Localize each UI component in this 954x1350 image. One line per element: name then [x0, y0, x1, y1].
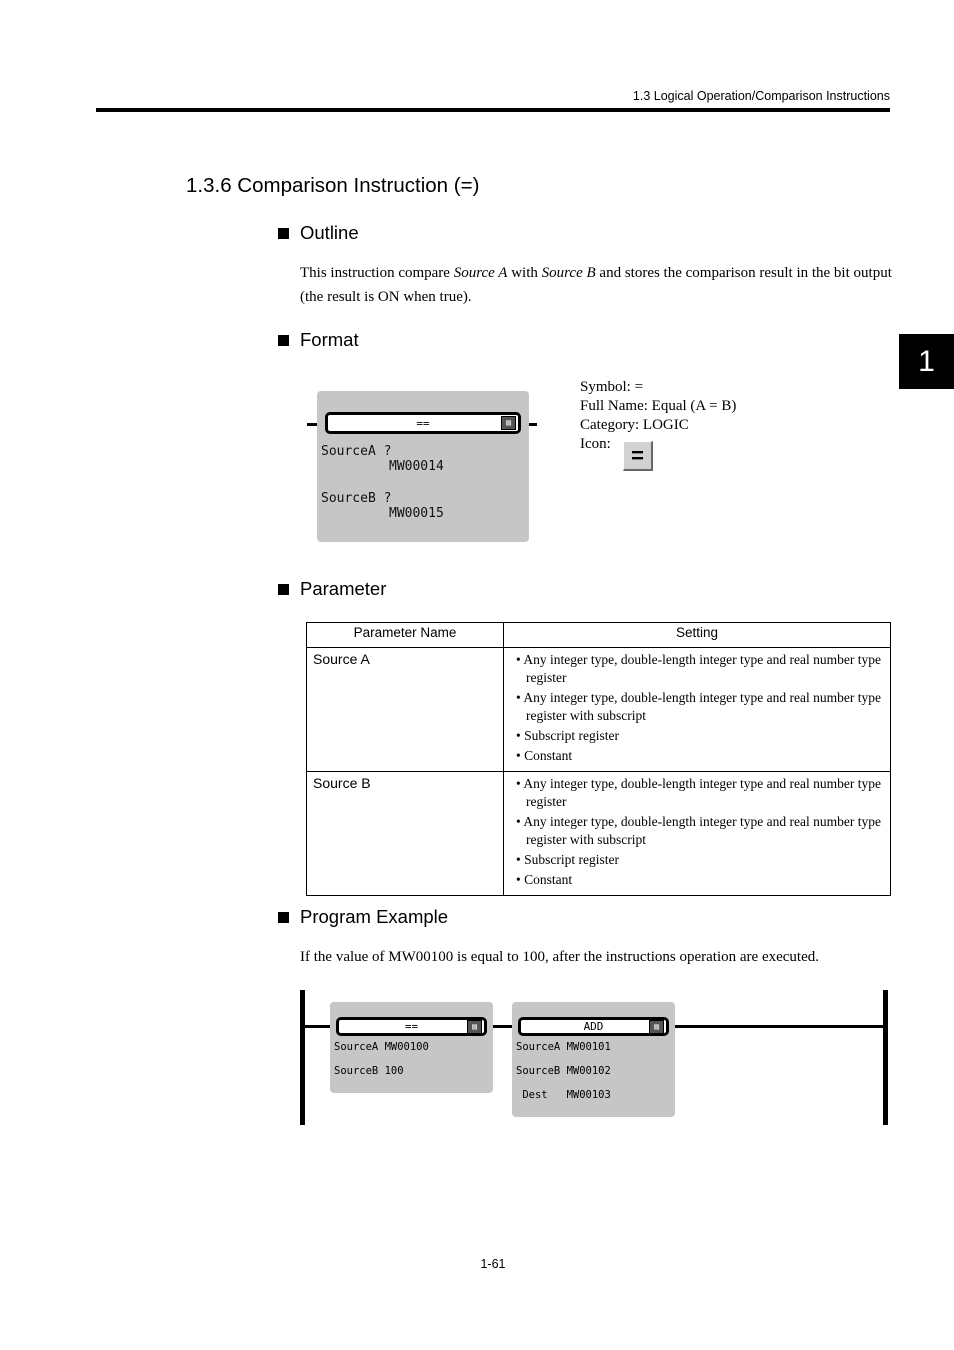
outline-text-2: with [507, 265, 542, 281]
add-block-title: ADD [583, 1020, 604, 1033]
program-example-heading-text: Program Example [300, 906, 449, 927]
param-setting [504, 648, 891, 772]
compare-source-b: SourceB 100 [334, 1065, 404, 1077]
example-paragraph: If the value of MW00100 is equal to 100, after the instructions operation are executed. [300, 949, 819, 965]
compare-block-title: == [404, 1020, 419, 1033]
compare-source-a: SourceA MW00100 [334, 1041, 429, 1053]
table-row [307, 772, 891, 896]
add-block-title-bar [518, 1017, 669, 1036]
page-number: 1-61 [480, 1257, 506, 1271]
outline-heading [278, 222, 359, 244]
category-line: Category: LOGIC [580, 417, 689, 433]
running-header: 1.3 Logical Operation/Comparison Instructions [632, 89, 890, 103]
list-item: • Any integer type, double-length integer type and real number type register with subscript [516, 813, 884, 849]
chapter-tab: 1 [899, 334, 954, 389]
add-source-b: SourceB MW00102 [516, 1065, 611, 1077]
list-item: • Constant [516, 871, 884, 889]
list-item: • Any integer type, double-length integer type and real number type register [516, 775, 884, 811]
equal-icon: = [623, 441, 653, 471]
list-item: • Any integer type, double-length integer type and real number type register [516, 651, 884, 687]
param-name: Source B [307, 772, 504, 896]
outline-paragraph [300, 261, 892, 309]
add-dest: Dest MW00103 [516, 1089, 611, 1101]
outline-heading-text: Outline [300, 222, 359, 243]
list-item: • Constant [516, 747, 884, 765]
square-bullet-icon [278, 584, 289, 595]
icon-label: Icon: [580, 436, 611, 452]
block-diagram-icon: ▨ [501, 416, 516, 430]
list-item: • Subscript register [516, 727, 884, 745]
left-power-rail [300, 990, 305, 1125]
outline-text-3: and stores the comparison result in the bit output (the result is ON when true). [300, 265, 892, 305]
block-diagram-icon: ▨ [649, 1020, 664, 1034]
outline-text-1: This instruction compare [300, 265, 454, 281]
example-compare-block [330, 1002, 493, 1093]
param-name: Source A [307, 648, 504, 772]
col-parameter-name: Parameter Name [307, 623, 504, 648]
program-example-heading [278, 906, 448, 928]
outline-source-a: Source A [453, 265, 508, 281]
format-function-block [317, 391, 529, 542]
section-title: 1.3.6 Comparison Instruction (=) [186, 174, 480, 197]
example-add-block [512, 1002, 675, 1117]
col-setting: Setting [504, 623, 891, 648]
table-header-row [307, 623, 891, 648]
parameter-heading [278, 578, 386, 600]
format-source-b-label: SourceB ? [321, 491, 392, 506]
symbol-info [580, 378, 736, 454]
format-source-b-value: MW00015 [389, 506, 444, 521]
header-rule [96, 108, 890, 112]
list-item: • Subscript register [516, 851, 884, 869]
format-block-title: == [416, 416, 430, 430]
format-source-a-value: MW00014 [389, 459, 444, 474]
list-item: • Any integer type, double-length integer type and real number type register with subscript [516, 689, 884, 725]
right-power-rail [883, 990, 888, 1125]
add-source-a: SourceA MW00101 [516, 1041, 611, 1053]
parameter-heading-text: Parameter [300, 578, 387, 599]
full-name-line: Full Name: Equal (A = B) [580, 398, 737, 414]
table-row [307, 648, 891, 772]
compare-block-title-bar [336, 1017, 487, 1036]
square-bullet-icon [278, 335, 289, 346]
outline-source-b: Source B [541, 265, 596, 281]
block-diagram-icon: ▨ [467, 1020, 482, 1034]
square-bullet-icon [278, 912, 289, 923]
format-heading [278, 329, 359, 351]
format-source-a-label: SourceA ? [321, 444, 392, 459]
format-heading-text: Format [300, 329, 359, 350]
param-setting [504, 772, 891, 896]
format-block-title-bar [325, 412, 521, 434]
square-bullet-icon [278, 228, 289, 239]
parameter-table [306, 622, 891, 896]
symbol-line: Symbol: = [580, 379, 644, 395]
